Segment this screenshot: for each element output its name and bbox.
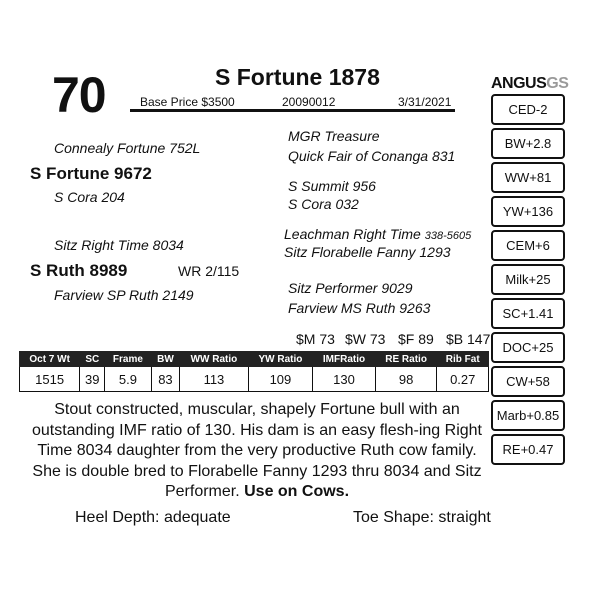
stats-header: Rib Fat: [437, 352, 489, 367]
dollar-indexes: [0, 331, 490, 347]
stats-header: SC: [80, 352, 105, 367]
epd-ced: CED-2: [491, 94, 565, 125]
dam-dam-dam: Farview MS Ruth 9263: [288, 300, 431, 316]
stats-value: 0.27: [437, 367, 489, 392]
info-bar: [130, 95, 455, 112]
description-emphasis: Use on Cows.: [244, 483, 350, 500]
stats-value: 109: [248, 367, 313, 392]
heel-depth: Heel Depth: adequate: [75, 509, 231, 526]
stats-value: 130: [313, 367, 375, 392]
sire-dam: S Cora 204: [54, 189, 125, 205]
index-b: $B 147: [446, 331, 491, 347]
dam-dam-sire: Sitz Performer 9029: [288, 280, 413, 296]
epd-column: [491, 94, 563, 468]
dam-dam: Farview SP Ruth 2149: [54, 287, 194, 303]
epd-doc: DOC+25: [491, 332, 565, 363]
dam-ratio: WR 2/115: [178, 263, 240, 279]
lot-number: 70: [52, 67, 106, 123]
epd-bw: BW+2.8: [491, 128, 565, 159]
angus-gs-logo: [491, 76, 568, 92]
animal-name-title: S Fortune 1878: [215, 64, 380, 90]
stats-value: 83: [151, 367, 180, 392]
sire-sire-dam: Quick Fair of Conanga 831: [288, 148, 456, 164]
epd-sc: SC+1.41: [491, 298, 565, 329]
base-price: Base Price $3500: [140, 95, 235, 109]
epd-ww: WW+81: [491, 162, 565, 193]
dam: S Ruth 8989: [30, 261, 128, 280]
toe-shape: Toe Shape: straight: [353, 509, 491, 526]
epd-cw: CW+58: [491, 366, 565, 397]
logo-suffix: GS: [546, 75, 569, 92]
stats-header: Oct 7 Wt: [20, 352, 80, 367]
epd-marb: Marb+0.85: [491, 400, 565, 431]
dam-sire-sire: [284, 226, 471, 242]
logo-main: ANGUS: [491, 75, 547, 92]
stats-header-row: [20, 352, 489, 367]
description: [24, 400, 490, 503]
registration-number: 20090012: [282, 95, 336, 109]
stats-value: 39: [80, 367, 105, 392]
index-m: $M 73: [296, 331, 335, 347]
stats-value: 98: [375, 367, 437, 392]
stats-header: Frame: [105, 352, 151, 367]
index-f: $F 89: [398, 331, 434, 347]
index-w: $W 73: [345, 331, 386, 347]
epd-yw: YW+136: [491, 196, 565, 227]
birth-date: 3/31/2021: [398, 95, 452, 109]
stats-header: YW Ratio: [248, 352, 313, 367]
stats-header: WW Ratio: [180, 352, 248, 367]
stats-header: BW: [151, 352, 180, 367]
sire-sire-sire: MGR Treasure: [288, 128, 380, 144]
epd-milk: Milk+25: [491, 264, 565, 295]
dam-sire: Sitz Right Time 8034: [54, 237, 184, 253]
dam-sire-sire-name: Leachman Right Time: [284, 226, 421, 242]
stats-value: 5.9: [105, 367, 151, 392]
stats-value: 113: [180, 367, 248, 392]
stats-header: IMFRatio: [313, 352, 375, 367]
description-text: Stout constructed, muscular, shapely Fortune bull with an outstanding IMF ratio of 130. His dam is an easy flesh-ing Right Time 8034 daughter from the very productive Ruth cow family. She is double bred to Florabelle Fanny 1293 thru 8034 and Sitz Performer.: [32, 401, 482, 500]
stats-value: 1515: [20, 367, 80, 392]
dam-sire-sire-reg: 338-5605: [424, 230, 472, 242]
stats-table: [19, 351, 489, 392]
sire-dam-dam: S Cora 032: [288, 196, 359, 212]
sire-dam-sire: S Summit 956: [288, 178, 376, 194]
epd-cem: CEM+6: [491, 230, 565, 261]
sire: S Fortune 9672: [30, 164, 152, 183]
stats-header: RE Ratio: [375, 352, 437, 367]
dam-sire-dam: Sitz Florabelle Fanny 1293: [284, 244, 451, 260]
stats-value-row: [20, 367, 489, 392]
epd-re: RE+0.47: [491, 434, 565, 465]
sire-sire: Connealy Fortune 752L: [54, 140, 201, 156]
